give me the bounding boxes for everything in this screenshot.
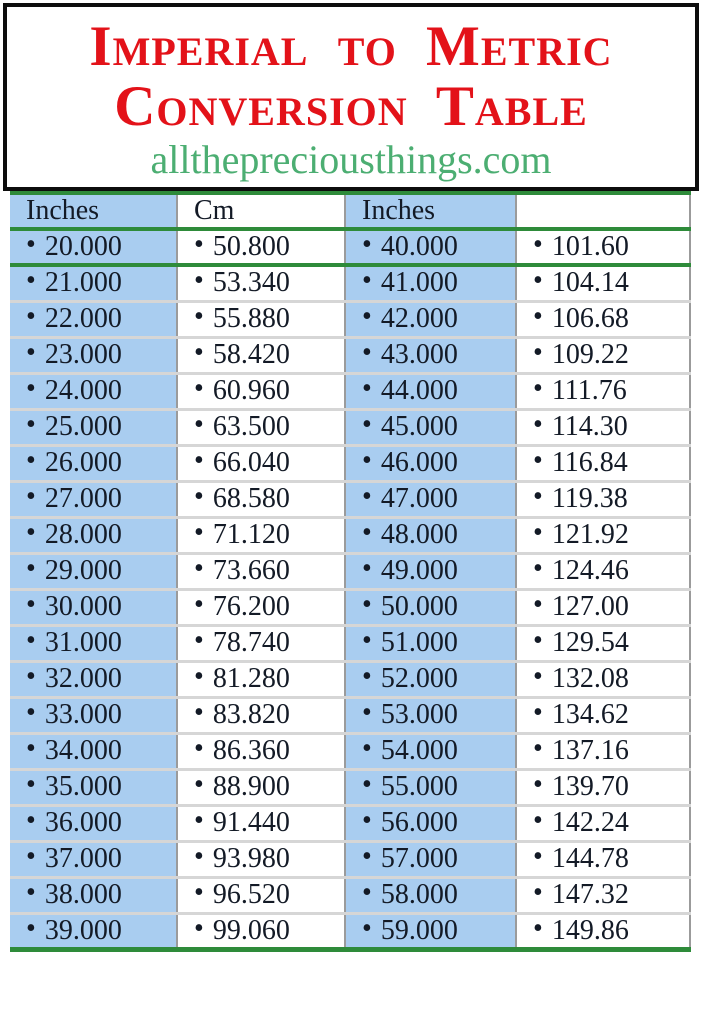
bullet-icon: • — [26, 769, 36, 800]
bullet-icon: • — [26, 877, 36, 908]
cell-value: 58.000 — [380, 879, 458, 910]
bullet-icon: • — [362, 625, 372, 656]
header-box — [3, 3, 699, 191]
bullet-icon: • — [362, 553, 372, 584]
cell-value: 66.040 — [212, 447, 290, 478]
bullet-icon: • — [194, 769, 204, 800]
cell-value: 116.84 — [551, 447, 628, 478]
bullet-icon: • — [194, 733, 204, 764]
bullet-icon: • — [26, 265, 36, 297]
cell-value: 83.820 — [212, 699, 290, 730]
cell-value: 88.900 — [212, 771, 290, 802]
table-cell — [10, 265, 177, 301]
table-cell — [10, 913, 177, 949]
table-cell — [10, 517, 177, 553]
cell-value: 48.000 — [380, 519, 458, 550]
table-cell — [177, 625, 345, 661]
table-row — [10, 877, 690, 913]
bullet-icon: • — [533, 589, 543, 620]
table-cell — [516, 229, 690, 265]
table-cell — [516, 301, 690, 337]
bullet-icon: • — [362, 301, 372, 332]
table-cell — [10, 841, 177, 877]
table-cell — [345, 373, 516, 409]
cell-value: 30.000 — [44, 591, 122, 622]
bullet-icon: • — [533, 445, 543, 476]
table-cell — [177, 373, 345, 409]
cell-value: 44.000 — [380, 375, 458, 406]
bullet-icon: • — [26, 553, 36, 584]
page-title-line-2: Conversion Table — [114, 75, 588, 138]
bullet-icon: • — [194, 517, 204, 548]
cell-value: 28.000 — [44, 519, 122, 550]
cell-value: 81.280 — [212, 663, 290, 694]
bullet-icon: • — [533, 733, 543, 764]
table-row — [10, 445, 690, 481]
cell-value: 78.740 — [212, 627, 290, 658]
cell-value: 139.70 — [551, 771, 629, 802]
table-cell — [177, 733, 345, 769]
table-row — [10, 769, 690, 805]
bullet-icon: • — [194, 697, 204, 728]
bullet-icon: • — [362, 805, 372, 836]
bullet-icon: • — [194, 265, 204, 297]
bullet-icon: • — [26, 517, 36, 548]
cell-value: 76.200 — [212, 591, 290, 622]
bullet-icon: • — [194, 877, 204, 908]
table-cell — [10, 661, 177, 697]
table-cell — [10, 445, 177, 481]
cell-value: 47.000 — [380, 483, 458, 514]
bullet-icon: • — [362, 517, 372, 548]
column-header: Inches — [10, 193, 177, 229]
table-cell — [516, 589, 690, 625]
table-cell — [345, 769, 516, 805]
cell-value: 24.000 — [44, 375, 122, 406]
bullet-icon: • — [194, 625, 204, 656]
cell-value: 22.000 — [44, 303, 122, 334]
table-cell — [177, 589, 345, 625]
table-row — [10, 913, 690, 949]
cell-value: 54.000 — [380, 735, 458, 766]
table-cell — [177, 481, 345, 517]
table-cell — [345, 841, 516, 877]
table-cell — [10, 553, 177, 589]
bullet-icon: • — [26, 229, 36, 260]
conversion-table — [10, 191, 691, 952]
table-cell — [516, 913, 690, 949]
cell-value: 34.000 — [44, 735, 122, 766]
cell-value: 58.420 — [212, 339, 290, 370]
bullet-icon: • — [533, 265, 543, 297]
table-cell — [177, 769, 345, 805]
bullet-icon: • — [362, 337, 372, 368]
cell-value: 73.660 — [212, 555, 290, 586]
bullet-icon: • — [362, 229, 372, 260]
cell-value: 137.16 — [551, 735, 629, 766]
table-cell — [10, 337, 177, 373]
bullet-icon: • — [533, 337, 543, 368]
cell-value: 59.000 — [380, 914, 458, 946]
bullet-icon: • — [362, 841, 372, 872]
cell-value: 51.000 — [380, 627, 458, 658]
cell-value: 55.880 — [212, 303, 290, 334]
table-cell — [516, 481, 690, 517]
bullet-icon: • — [26, 733, 36, 764]
table-cell — [345, 625, 516, 661]
cell-value: 111.76 — [551, 375, 627, 406]
cell-value: 55.000 — [380, 771, 458, 802]
table-cell — [10, 301, 177, 337]
cell-value: 40.000 — [380, 231, 458, 262]
table-cell — [177, 445, 345, 481]
cell-value: 39.000 — [44, 914, 122, 946]
bullet-icon: • — [533, 229, 543, 260]
table-header-row — [10, 193, 690, 229]
table-cell — [177, 301, 345, 337]
cell-value: 23.000 — [44, 339, 122, 370]
table-row — [10, 409, 690, 445]
table-row — [10, 733, 690, 769]
table-cell — [177, 661, 345, 697]
table-cell — [345, 409, 516, 445]
table-cell — [516, 733, 690, 769]
table-cell — [345, 589, 516, 625]
table-cell — [516, 553, 690, 589]
bullet-icon: • — [533, 301, 543, 332]
bullet-icon: • — [194, 913, 204, 944]
bullet-icon: • — [26, 445, 36, 476]
cell-value: 149.86 — [551, 914, 629, 946]
cell-value: 86.360 — [212, 735, 290, 766]
cell-value: 134.62 — [551, 699, 629, 730]
cell-value: 91.440 — [212, 807, 290, 838]
bullet-icon: • — [362, 877, 372, 908]
bullet-icon: • — [533, 661, 543, 692]
bullet-icon: • — [533, 841, 543, 872]
cell-value: 42.000 — [380, 303, 458, 334]
bullet-icon: • — [26, 409, 36, 440]
cell-value: 56.000 — [380, 807, 458, 838]
page-title-line-1: Imperial to Metric — [89, 15, 613, 78]
column-header: Cm — [177, 193, 345, 229]
table-cell — [516, 805, 690, 841]
table-cell — [177, 913, 345, 949]
bullet-icon: • — [533, 697, 543, 728]
cell-value: 144.78 — [551, 843, 629, 874]
bullet-icon: • — [26, 373, 36, 404]
column-header — [516, 193, 690, 229]
bullet-icon: • — [194, 409, 204, 440]
table-cell — [177, 229, 345, 265]
table-cell — [516, 409, 690, 445]
table-cell — [10, 481, 177, 517]
conversion-table-body — [10, 229, 690, 949]
bullet-icon: • — [26, 337, 36, 368]
bullet-icon: • — [362, 589, 372, 620]
cell-value: 50.000 — [380, 591, 458, 622]
bullet-icon: • — [26, 301, 36, 332]
cell-value: 20.000 — [44, 231, 122, 262]
table-cell — [10, 877, 177, 913]
cell-value: 71.120 — [212, 519, 290, 550]
cell-value: 41.000 — [380, 267, 458, 299]
cell-value: 36.000 — [44, 807, 122, 838]
cell-value: 106.68 — [551, 303, 629, 334]
bullet-icon: • — [533, 373, 543, 404]
bullet-icon: • — [362, 661, 372, 692]
table-cell — [10, 697, 177, 733]
cell-value: 109.22 — [551, 339, 629, 370]
table-cell — [177, 409, 345, 445]
table-cell — [10, 373, 177, 409]
table-cell — [516, 697, 690, 733]
table-row — [10, 661, 690, 697]
table-cell — [10, 769, 177, 805]
table-cell — [516, 337, 690, 373]
bullet-icon: • — [533, 481, 543, 512]
cell-value: 25.000 — [44, 411, 122, 442]
bullet-icon: • — [533, 913, 543, 944]
bullet-icon: • — [362, 733, 372, 764]
table-cell — [177, 337, 345, 373]
table-cell — [516, 445, 690, 481]
bullet-icon: • — [533, 805, 543, 836]
table-cell — [177, 877, 345, 913]
cell-value: 43.000 — [380, 339, 458, 370]
cell-value: 26.000 — [44, 447, 122, 478]
bullet-icon: • — [533, 769, 543, 800]
cell-value: 38.000 — [44, 879, 122, 910]
table-row — [10, 265, 690, 301]
bullet-icon: • — [26, 913, 36, 944]
bullet-icon: • — [194, 841, 204, 872]
cell-value: 96.520 — [212, 879, 290, 910]
bullet-icon: • — [362, 445, 372, 476]
table-cell — [516, 373, 690, 409]
bullet-icon: • — [533, 553, 543, 584]
cell-value: 93.980 — [212, 843, 290, 874]
table-cell — [345, 913, 516, 949]
table-cell — [345, 697, 516, 733]
table-row — [10, 841, 690, 877]
table-row — [10, 553, 690, 589]
cell-value: 27.000 — [44, 483, 122, 514]
cell-value: 63.500 — [212, 411, 290, 442]
table-cell — [345, 517, 516, 553]
cell-value: 32.000 — [44, 663, 122, 694]
table-cell — [345, 553, 516, 589]
cell-value: 124.46 — [551, 555, 629, 586]
bullet-icon: • — [362, 481, 372, 512]
table-cell — [10, 805, 177, 841]
table-row — [10, 589, 690, 625]
cell-value: 142.24 — [551, 807, 629, 838]
cell-value: 45.000 — [380, 411, 458, 442]
cell-value: 132.08 — [551, 663, 629, 694]
table-row — [10, 373, 690, 409]
bullet-icon: • — [26, 481, 36, 512]
table-cell — [516, 661, 690, 697]
cell-value: 104.14 — [551, 267, 629, 299]
bullet-icon: • — [362, 409, 372, 440]
table-cell — [516, 517, 690, 553]
bullet-icon: • — [26, 661, 36, 692]
bullet-icon: • — [26, 697, 36, 728]
cell-value: 99.060 — [212, 914, 290, 946]
table-cell — [177, 805, 345, 841]
table-cell — [177, 517, 345, 553]
table-cell — [345, 877, 516, 913]
bullet-icon: • — [26, 625, 36, 656]
table-cell — [345, 229, 516, 265]
table-row — [10, 517, 690, 553]
bullet-icon: • — [26, 805, 36, 836]
table-cell — [177, 841, 345, 877]
bullet-icon: • — [362, 265, 372, 297]
bullet-icon: • — [362, 913, 372, 944]
bullet-icon: • — [194, 445, 204, 476]
cell-value: 101.60 — [551, 231, 629, 262]
bullet-icon: • — [194, 589, 204, 620]
cell-value: 37.000 — [44, 843, 122, 874]
table-cell — [516, 625, 690, 661]
table-row — [10, 337, 690, 373]
table-cell — [345, 805, 516, 841]
table-cell — [345, 301, 516, 337]
table-row — [10, 697, 690, 733]
table-cell — [10, 229, 177, 265]
bullet-icon: • — [533, 517, 543, 548]
cell-value: 121.92 — [551, 519, 629, 550]
cell-value: 31.000 — [44, 627, 122, 658]
bullet-icon: • — [362, 373, 372, 404]
bullet-icon: • — [194, 481, 204, 512]
bullet-icon: • — [533, 625, 543, 656]
website-text: allthepreciousthings.com — [150, 137, 552, 182]
table-cell — [516, 877, 690, 913]
table-cell — [177, 553, 345, 589]
cell-value: 114.30 — [551, 411, 628, 442]
table-cell — [10, 733, 177, 769]
table-cell — [10, 589, 177, 625]
table-cell — [345, 337, 516, 373]
cell-value: 119.38 — [551, 483, 628, 514]
cell-value: 35.000 — [44, 771, 122, 802]
table-cell — [10, 409, 177, 445]
bullet-icon: • — [194, 373, 204, 404]
table-row — [10, 301, 690, 337]
cell-value: 57.000 — [380, 843, 458, 874]
cell-value: 46.000 — [380, 447, 458, 478]
cell-value: 52.000 — [380, 663, 458, 694]
cell-value: 29.000 — [44, 555, 122, 586]
bullet-icon: • — [194, 805, 204, 836]
table-cell — [516, 841, 690, 877]
table-cell — [345, 733, 516, 769]
bullet-icon: • — [194, 661, 204, 692]
table-cell — [345, 265, 516, 301]
table-cell — [516, 769, 690, 805]
cell-value: 49.000 — [380, 555, 458, 586]
cell-value: 60.960 — [212, 375, 290, 406]
bullet-icon: • — [194, 301, 204, 332]
table-cell — [345, 481, 516, 517]
cell-value: 147.32 — [551, 879, 629, 910]
cell-value: 129.54 — [551, 627, 629, 658]
table-row — [10, 229, 690, 265]
cell-value: 127.00 — [551, 591, 629, 622]
cell-value: 53.000 — [380, 699, 458, 730]
table-cell — [177, 265, 345, 301]
bullet-icon: • — [533, 877, 543, 908]
cell-value: 33.000 — [44, 699, 122, 730]
bullet-icon: • — [362, 697, 372, 728]
bullet-icon: • — [194, 553, 204, 584]
bullet-icon: • — [194, 229, 204, 260]
cell-value: 50.800 — [212, 231, 290, 262]
bullet-icon: • — [533, 409, 543, 440]
table-cell — [516, 265, 690, 301]
cell-value: 53.340 — [212, 267, 290, 299]
table-row — [10, 805, 690, 841]
cell-value: 21.000 — [44, 267, 122, 299]
cell-value: 68.580 — [212, 483, 290, 514]
table-cell — [345, 445, 516, 481]
table-row — [10, 481, 690, 517]
table-row — [10, 625, 690, 661]
column-header: Inches — [345, 193, 516, 229]
table-cell — [345, 661, 516, 697]
bullet-icon: • — [194, 337, 204, 368]
bullet-icon: • — [26, 841, 36, 872]
bullet-icon: • — [362, 769, 372, 800]
table-cell — [10, 625, 177, 661]
bullet-icon: • — [26, 589, 36, 620]
table-cell — [177, 697, 345, 733]
